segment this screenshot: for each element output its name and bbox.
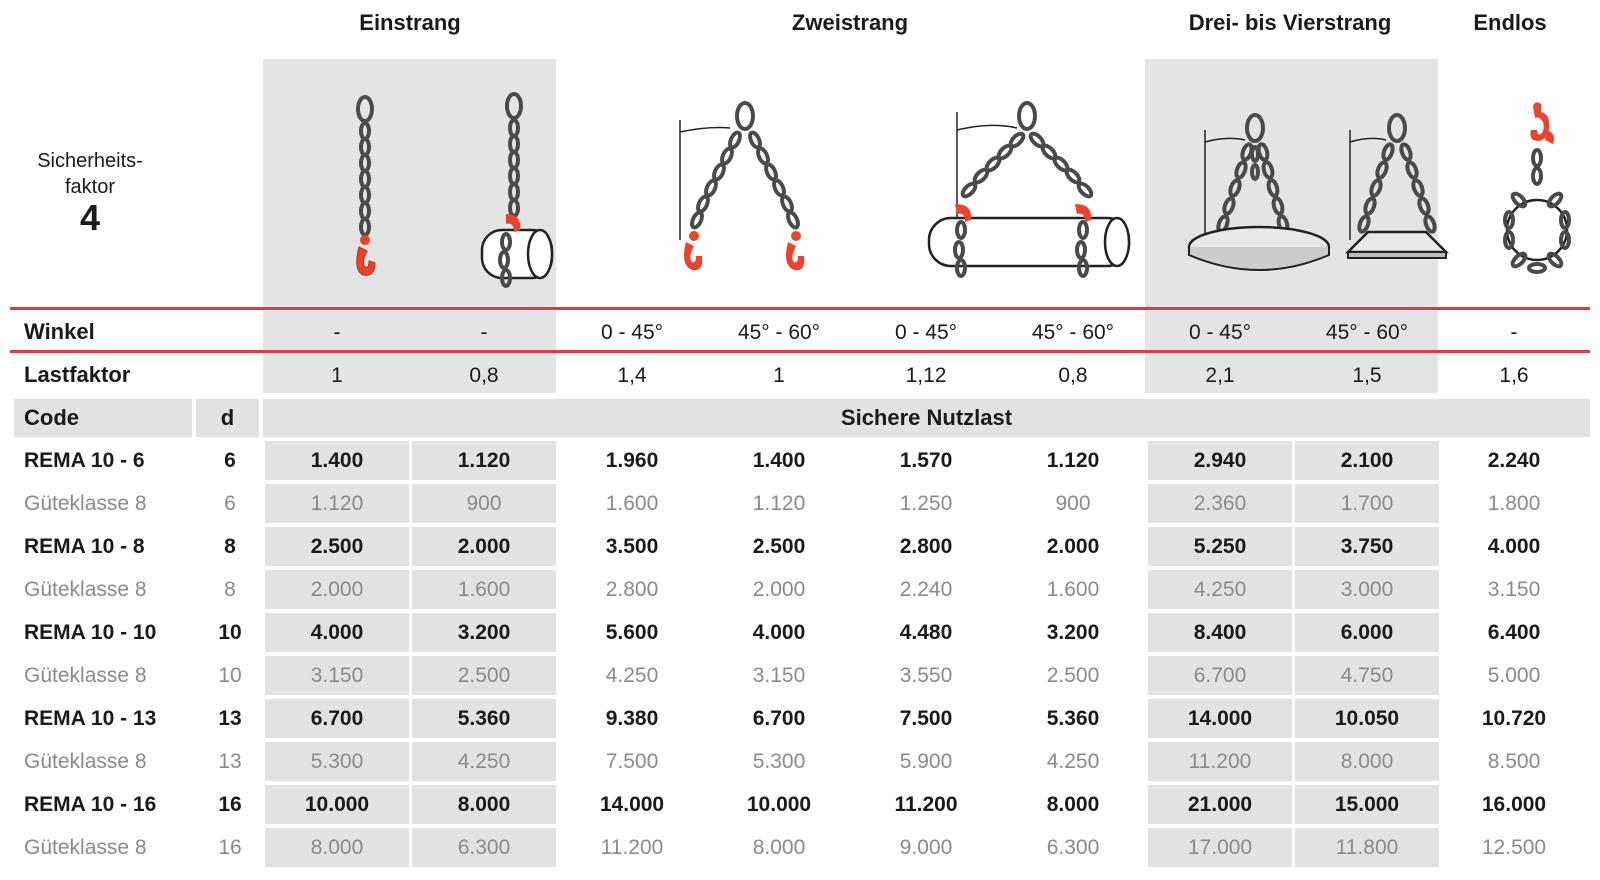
- table-row: [0, 441, 1600, 484]
- load-value: 8.000: [457, 793, 511, 816]
- lastfaktor-value: 0,8: [469, 364, 499, 387]
- winkel-value: -: [480, 321, 488, 344]
- load-value: 2.800: [605, 578, 659, 601]
- single-chain-hook-icon: [335, 95, 395, 285]
- group-title-dreivier: Drei- bis Vierstrang: [1188, 10, 1392, 35]
- load-value: 7.500: [899, 707, 953, 730]
- row-diameter: 6: [224, 449, 236, 472]
- winkel-value: 0 - 45°: [894, 321, 958, 344]
- table-row: [0, 785, 1600, 828]
- winkel-value: 45° - 60°: [737, 321, 821, 344]
- load-value: 1.700: [1340, 492, 1394, 515]
- load-value: 2.800: [899, 535, 953, 558]
- load-value: 6.400: [1487, 621, 1541, 644]
- load-value: 2.500: [310, 535, 364, 558]
- load-value: 4.250: [1193, 578, 1247, 601]
- lastfaktor-value: 0,8: [1058, 364, 1088, 387]
- load-value: 1.250: [899, 492, 953, 515]
- load-value: 2.000: [1046, 535, 1100, 558]
- load-value: 4.480: [899, 621, 953, 644]
- load-value: 8.000: [310, 836, 364, 859]
- load-value: 3.150: [310, 664, 364, 687]
- table-row: [0, 570, 1600, 613]
- load-value: 11.800: [1335, 836, 1399, 859]
- row-diameter: 16: [218, 793, 242, 816]
- winkel-label: Winkel: [24, 319, 95, 344]
- load-value: 1.400: [752, 449, 806, 472]
- load-value: 8.000: [752, 836, 806, 859]
- load-value: 2.240: [1487, 449, 1541, 472]
- load-value: 6.000: [1340, 621, 1394, 644]
- row-diameter: 13: [218, 707, 242, 730]
- row-code: REMA 10 - 13: [24, 707, 157, 730]
- load-value: 3.150: [752, 664, 806, 687]
- row-code: REMA 10 - 16: [24, 793, 157, 816]
- winkel-value: 45° - 60°: [1031, 321, 1115, 344]
- load-value: 5.360: [457, 707, 511, 730]
- load-value: 5.300: [310, 750, 364, 773]
- load-value: 2.000: [310, 578, 364, 601]
- lastfaktor-value: 1,6: [1499, 364, 1529, 387]
- load-value: 4.750: [1340, 664, 1394, 687]
- load-value: 3.550: [899, 664, 953, 687]
- row-diameter: 10: [218, 664, 242, 687]
- load-value: 8.000: [1046, 793, 1100, 816]
- two-leg-chain-icon: [680, 100, 810, 285]
- load-value: 14.000: [599, 793, 665, 816]
- load-value: 6.700: [310, 707, 364, 730]
- load-value: 2.240: [899, 578, 953, 601]
- load-value: 14.000: [1187, 707, 1253, 730]
- load-value: 16.000: [1481, 793, 1547, 816]
- load-value: 11.200: [600, 836, 664, 859]
- load-value: 900: [466, 492, 502, 515]
- lastfaktor-value: 1: [331, 364, 343, 387]
- winkel-value: 0 - 45°: [600, 321, 664, 344]
- load-value: 2.100: [1340, 449, 1394, 472]
- load-value: 1.600: [457, 578, 511, 601]
- load-value: 3.000: [1340, 578, 1394, 601]
- row-diameter: 10: [218, 621, 242, 644]
- load-value: 6.300: [1046, 836, 1100, 859]
- load-value: 5.360: [1046, 707, 1100, 730]
- safety-factor-value: 4: [79, 197, 101, 238]
- load-value: 5.900: [899, 750, 953, 773]
- table-row: [0, 828, 1600, 871]
- load-value: 10.050: [1334, 707, 1400, 730]
- table-row: [0, 527, 1600, 570]
- load-value: 1.120: [752, 492, 806, 515]
- row-diameter: 6: [224, 492, 236, 515]
- row-diameter: 8: [224, 535, 236, 558]
- load-value: 900: [1055, 492, 1091, 515]
- load-value: 5.000: [1487, 664, 1541, 687]
- table-row: [0, 656, 1600, 699]
- safety-factor-line2: faktor: [64, 176, 116, 198]
- lastfaktor-value: 1,12: [905, 364, 947, 387]
- row-code: Güteklasse 8: [24, 578, 147, 601]
- load-value: 4.000: [1487, 535, 1541, 558]
- three-leg-round-icon: [1185, 110, 1335, 280]
- row-code: REMA 10 - 8: [24, 535, 145, 558]
- load-value: 21.000: [1187, 793, 1253, 816]
- load-value: 1.120: [457, 449, 511, 472]
- lastfaktor-label: Lastfaktor: [24, 362, 131, 387]
- load-value: 3.200: [457, 621, 511, 644]
- load-value: 4.250: [457, 750, 511, 773]
- row-code: Güteklasse 8: [24, 492, 147, 515]
- lastfaktor-value: 1,4: [617, 364, 647, 387]
- load-value: 4.000: [310, 621, 364, 644]
- group-title-endlos: Endlos: [1473, 10, 1547, 35]
- load-value: 5.250: [1193, 535, 1247, 558]
- load-value: 10.000: [746, 793, 812, 816]
- load-value: 8.400: [1193, 621, 1247, 644]
- load-value: 6.300: [457, 836, 511, 859]
- load-value: 2.000: [457, 535, 511, 558]
- row-diameter: 8: [224, 578, 236, 601]
- winkel-value: -: [333, 321, 341, 344]
- load-value: 6.700: [1193, 664, 1247, 687]
- load-value: 10.000: [304, 793, 370, 816]
- lastfaktor-value: 1,5: [1352, 364, 1382, 387]
- load-value: 2.500: [1046, 664, 1100, 687]
- single-chain-basket-icon: [470, 92, 560, 292]
- row-diameter: 13: [218, 750, 242, 773]
- load-value: 3.200: [1046, 621, 1100, 644]
- load-value: 4.000: [752, 621, 806, 644]
- load-value: 9.000: [899, 836, 953, 859]
- load-value: 6.700: [752, 707, 806, 730]
- load-value: 1.800: [1487, 492, 1541, 515]
- table-row: [0, 484, 1600, 527]
- table-row: [0, 699, 1600, 742]
- load-value: 2.500: [457, 664, 511, 687]
- load-value: 1.120: [310, 492, 364, 515]
- group-title-zweistrang: Zweistrang: [791, 10, 909, 35]
- row-code: REMA 10 - 6: [24, 449, 145, 472]
- load-value: 11.200: [1188, 750, 1252, 773]
- two-leg-pipe-icon: [925, 100, 1140, 285]
- winkel-value: 0 - 45°: [1188, 321, 1252, 344]
- load-value: 3.150: [1487, 578, 1541, 601]
- load-value: 2.500: [752, 535, 806, 558]
- load-value: 1.600: [605, 492, 659, 515]
- load-value: 7.500: [605, 750, 659, 773]
- load-value: 3.500: [605, 535, 659, 558]
- load-value: 1.400: [310, 449, 364, 472]
- winkel-value: 45° - 60°: [1325, 321, 1409, 344]
- load-value: 9.380: [605, 707, 659, 730]
- load-value: 1.120: [1046, 449, 1100, 472]
- load-value: 4.250: [605, 664, 659, 687]
- row-code: Güteklasse 8: [24, 750, 147, 773]
- row-diameter: 16: [218, 836, 242, 859]
- load-value: 5.600: [605, 621, 659, 644]
- load-value: 15.000: [1334, 793, 1400, 816]
- load-value: 1.570: [899, 449, 953, 472]
- load-value: 10.720: [1481, 707, 1547, 730]
- load-value: 8.000: [1340, 750, 1394, 773]
- header-code: Code: [24, 405, 79, 430]
- lastfaktor-value: 2,1: [1205, 364, 1235, 387]
- load-value: 2.940: [1193, 449, 1247, 472]
- load-value: 4.250: [1046, 750, 1100, 773]
- group-title-einstrang: Einstrang: [359, 10, 461, 35]
- row-code: Güteklasse 8: [24, 664, 147, 687]
- load-value: 1.600: [1046, 578, 1100, 601]
- safety-factor: [20, 148, 160, 236]
- table-row: [0, 613, 1600, 656]
- lastfaktor-value: 1: [773, 364, 785, 387]
- load-value: 1.960: [605, 449, 659, 472]
- load-value: 17.000: [1187, 836, 1253, 859]
- header-d: d: [220, 405, 235, 430]
- load-value: 11.200: [894, 793, 958, 816]
- load-value: 2.360: [1193, 492, 1247, 515]
- four-leg-plate-icon: [1342, 110, 1452, 275]
- load-value: 8.500: [1487, 750, 1541, 773]
- load-value: 2.000: [752, 578, 806, 601]
- row-code: Güteklasse 8: [24, 836, 147, 859]
- table-row: [0, 742, 1600, 785]
- load-value: 5.300: [752, 750, 806, 773]
- header-load: Sichere Nutzlast: [840, 405, 1013, 430]
- endless-chain-icon: [1505, 100, 1575, 280]
- load-value: 3.750: [1340, 535, 1394, 558]
- row-code: REMA 10 - 10: [24, 621, 157, 644]
- load-value: 12.500: [1481, 836, 1547, 859]
- winkel-value: -: [1510, 321, 1518, 344]
- safety-factor-line1: Sicherheits-: [37, 150, 143, 172]
